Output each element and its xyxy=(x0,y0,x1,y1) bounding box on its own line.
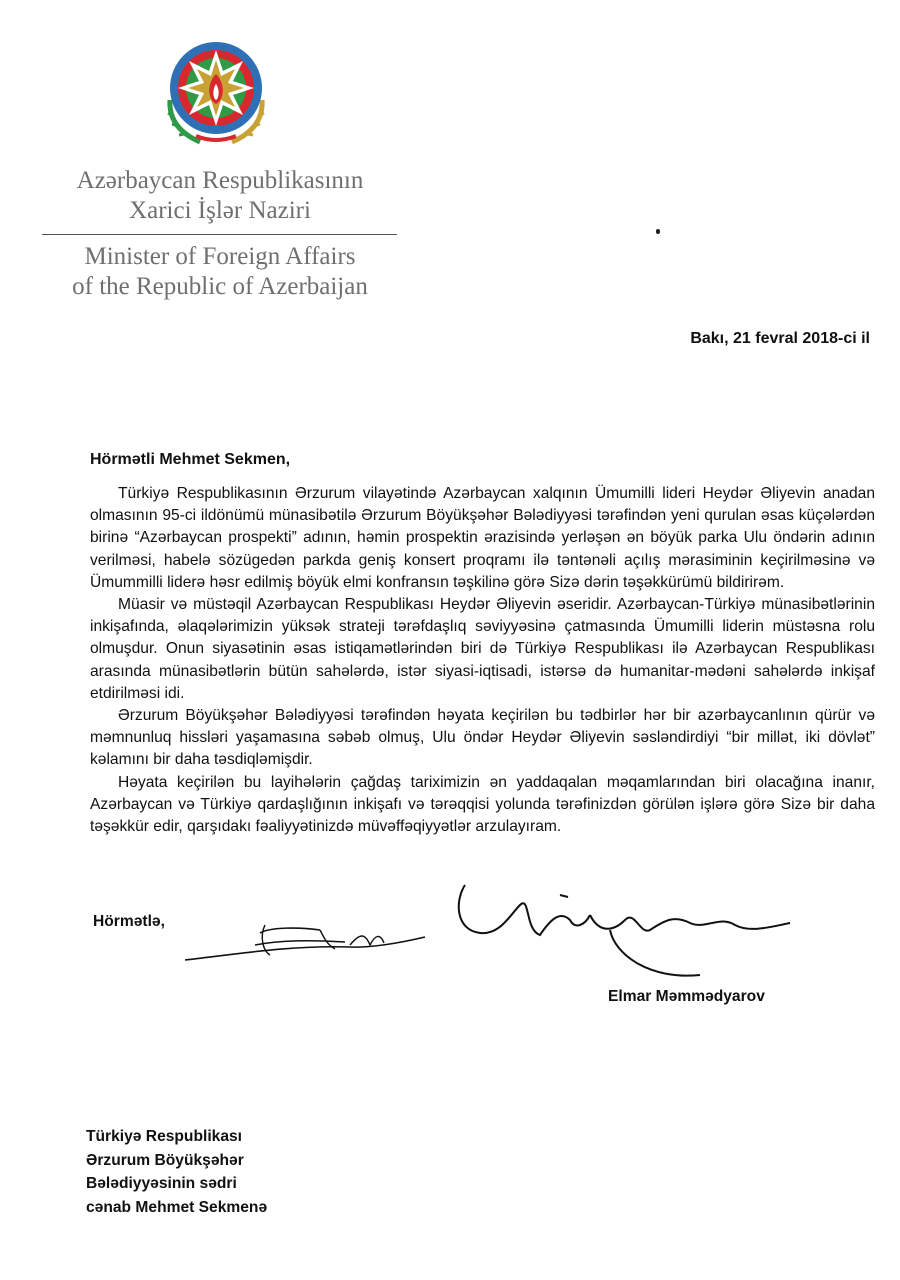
recipient-line: cənab Mehmet Sekmenə xyxy=(86,1198,268,1216)
closing: Hörmətlə, xyxy=(93,913,165,930)
recipient-block xyxy=(86,1125,267,1219)
letterhead-en-line2: of the Republic of Azerbaijan xyxy=(72,273,368,300)
body-paragraph: Ərzurum Böyükşəhər Bələdiyyəsi tərəfindən həyata keçirilən bu tədbirlər hər bir azərbaycanlının qürür və məmnunluq hissləri yaşamasına səbəb olmuş, Ulu öndər Heydər Əliyevin səsləndirdiyi “bir millət, iki dövlət” kəlamını bir daha təsdiqləmişdir. xyxy=(90,707,875,769)
letter-date: Bakı, 21 fevral 2018-ci il xyxy=(690,330,870,347)
recipient-line: Türkiyə Respublikası xyxy=(86,1128,242,1145)
signer-name: Elmar Məmmədyarov xyxy=(608,988,765,1005)
coat-of-arms-icon xyxy=(160,30,272,148)
body-paragraph: Həyata keçirilən bu layihələrin çağdaş tariximizin ən yaddaqalan məqamlarından biri olacağına inanır, Azərbaycan və Türkiyə qardaşlığının inkişafı və tərəqqisi yolunda tərəfinizdən görülən işlərə görə Sizə bir daha təşəkkür edir, qarşıdakı fəaliyyətinizdə müvəffəqiyyətlər arzulayıram. xyxy=(90,773,875,836)
salutation: Hörmətli Mehmet Sekmen, xyxy=(90,451,291,468)
letterhead-az-line1: Azərbaycan Respublikasının xyxy=(76,167,364,194)
ink-mark xyxy=(656,229,660,234)
recipient-line: Ərzurum Böyükşəhər xyxy=(86,1151,244,1169)
letter-body xyxy=(90,483,875,838)
signature-main xyxy=(450,875,800,985)
letterhead-title-az xyxy=(30,166,410,226)
signature-scribble xyxy=(170,905,440,975)
letterhead-divider xyxy=(42,234,397,235)
body-paragraph: Müasir və müstəqil Azərbaycan Respublikası Heydər Əliyevin əseridir. Azərbaycan-Türkiyə münasibətlərinin inkişafında, əlaqələrimizin yüksək strateji tərəfdaşlıq səviyyəsinə çatmasında Ümumilli liderin müstəsna rolu olmuşdur. Onun siyasətinin əsas istiqamətlərindən biri də Türkiyə Respublikası ilə Azərbaycan Respublikası arasında münasibətlərin bütün sahələrdə, istər siyasi-iqtisadi, istərsə də humanitar-mədəni sahələrdə inkişaf etdirilməsi idi. xyxy=(90,596,875,702)
letterhead-title-en xyxy=(30,242,410,302)
letterhead-en-line1: Minister of Foreign Affairs xyxy=(84,243,356,270)
recipient-line: Bələdiyyəsinin sədri xyxy=(86,1175,237,1192)
body-paragraph: Türkiyə Respublikasının Ərzurum vilayətində Azərbaycan xalqının Ümumilli lideri Heydər Əliyevin anadan olmasının 95-ci ildönümü münasibətilə Ərzurum Böyükşəhər Bələdiyyəsi tərəfindən yeni qurulan əsas küçələrdən birinə “Azərbaycan prospekti” adının, həmin prospektin ərazisində yerləşən ən böyük parka Ulu öndərin adının verilməsi, habelə sözügedən parkda geniş konsert proqramı ilə təntənəli açılış mərasiminin keçirilməsinə və Ümummilli liderə həsr edilmiş böyük elmi konfransın təşkilinə görə Sizə dərin təşəkkürümü bildirirəm. xyxy=(90,485,875,591)
letterhead-az-line2: Xarici İşlər Naziri xyxy=(129,197,311,224)
